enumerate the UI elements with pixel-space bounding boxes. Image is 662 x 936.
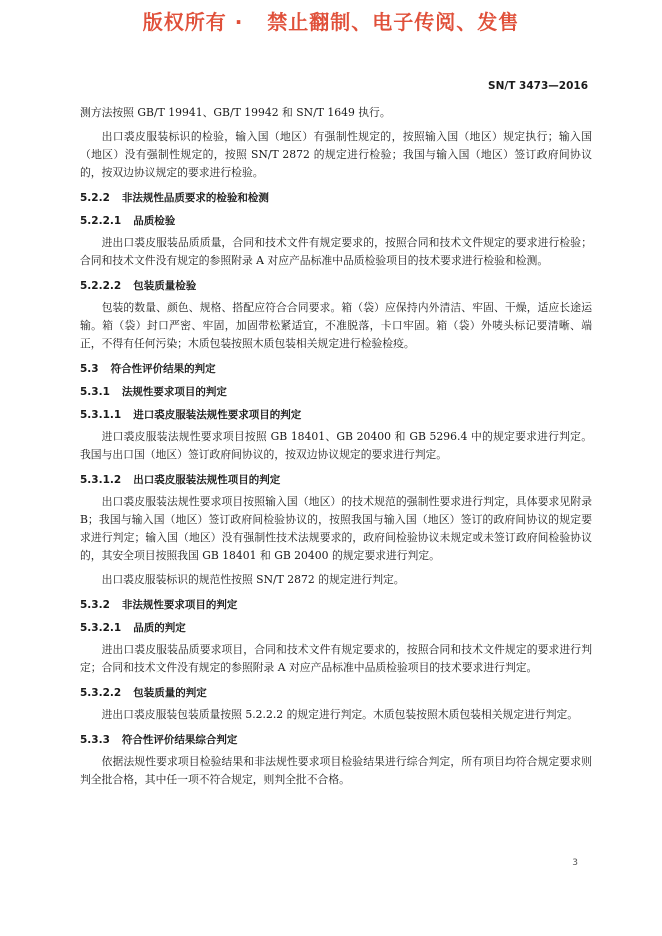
- body-paragraph: 出口裘皮服装标识的规范性按照 SN/T 2872 的规定进行判定。: [101, 573, 405, 586]
- section-title: 进口裘皮服装法规性要求项目的判定: [133, 409, 302, 421]
- body-paragraph: 进出口裘皮服装品质要求项目，合同和技术文件有规定要求的，按照合同和技术文件规定的要求进行判定；合同和技术文件没有规定的参照附录 A 对应产品标准中品质检验项目的技术要求进行判定。: [80, 643, 592, 674]
- section-title: 非法规性品质要求的检验和检测: [121, 192, 269, 204]
- section-number: 5.2.2.2: [80, 280, 122, 292]
- section-title: 符合性评价结果综合判定: [121, 734, 238, 746]
- section-heading: [80, 598, 592, 612]
- page-number: 3: [572, 858, 578, 868]
- body-paragraph: 进口裘皮服装法规性要求项目按照 GB 18401、GB 20400 和 GB 5296.4 中的规定要求进行判定。我国与出口国（地区）签订政府间协议的，按双边协议规定的要求进行判定。: [80, 430, 592, 461]
- section-heading: [80, 385, 592, 399]
- body-paragraph: 进出口裘皮服装品质质量，合同和技术文件有规定要求的，按照合同和技术文件规定的要求进行检验；合同和技术文件没有规定的参照附录 A 对应产品标准中品质检验项目的技术要求进行检验和检测。: [80, 236, 592, 267]
- section-heading: [80, 733, 592, 747]
- standard-code: SN/T 3473—2016: [488, 80, 588, 92]
- section-heading: [80, 621, 592, 635]
- section-number: 5.3.2.1: [80, 622, 122, 634]
- section-title: 符合性评价结果的判定: [110, 363, 216, 375]
- section-title: 包装质量的判定: [133, 687, 207, 699]
- body-paragraph: 测方法按照 GB/T 19941、GB/T 19942 和 SN/T 1649 执行。: [80, 106, 391, 119]
- section-title: 法规性要求项目的判定: [121, 386, 227, 398]
- body-paragraph: 包装的数量、颜色、规格、搭配应符合合同要求。箱（袋）应保持内外清洁、牢固、干燥，适应长途运输。箱（袋）封口严密、牢固，加固带松紧适宜，不准脱落，卡口牢固。箱（袋）外唛头标记要清晰、端正，不得有任何污染；木质包装按照木质包装相关规定进行检验检疫。: [80, 301, 592, 350]
- section-heading: [80, 362, 592, 376]
- body-paragraph: 出口裘皮服装标识的检验，输入国（地区）有强制性规定的，按照输入国（地区）规定执行；输入国（地区）没有强制性规定的，按照 SN/T 2872 的规定进行检验；我国与输入国（地区）签订政府间协议的，按双边协议规定的要求进行检验。: [80, 130, 592, 179]
- section-title: 品质的判定: [133, 622, 186, 634]
- section-number: 5.3.1: [80, 386, 110, 398]
- section-title: 品质检验: [133, 215, 176, 227]
- body-paragraph: 出口裘皮服装法规性要求项目按照输入国（地区）的技术规范的强制性要求进行判定，具体要求见附录 B；我国与输入国（地区）签订政府间检验协议的，按照我国与输入国（地区）签订的政府间协议的规定要求进行判定；输入国（地区）没有强制性技术法规要求的，政府间检验协议未规定或未签订政府间检验协议的，其安全项目按照我国 GB 18401 和 GB 20400 的规定要求进行判定。: [80, 495, 592, 562]
- section-number: 5.3.3: [80, 734, 110, 746]
- section-heading: [80, 686, 592, 700]
- section-number: 5.2.2: [80, 192, 110, 204]
- copyright-watermark: 版权所有 · 禁止翻制、电子传阅、发售: [142, 10, 520, 34]
- section-number: 5.3.1.1: [80, 409, 122, 421]
- body-paragraph: 进出口裘皮服装包装质量按照 5.2.2.2 的规定进行判定。木质包装按照木质包装相关规定进行判定。: [101, 708, 579, 721]
- section-number: 5.3.2.2: [80, 687, 122, 699]
- section-title: 出口裘皮服装法规性项目的判定: [133, 474, 281, 486]
- section-heading: [80, 408, 592, 422]
- section-number: 5.3.2: [80, 599, 110, 611]
- section-heading: [80, 191, 592, 205]
- section-heading: [80, 473, 592, 487]
- document-body: [80, 104, 592, 795]
- body-paragraph: 依据法规性要求项目检验结果和非法规性要求项目检验结果进行综合判定，所有项目均符合规定要求则判全批合格，其中任一项不符合规定，则判全批不合格。: [80, 755, 592, 786]
- section-number: 5.3.1.2: [80, 474, 122, 486]
- section-heading: [80, 279, 592, 293]
- section-number: 5.2.2.1: [80, 215, 122, 227]
- section-title: 非法规性要求项目的判定: [121, 599, 238, 611]
- section-title: 包装质量检验: [133, 280, 197, 292]
- section-heading: [80, 214, 592, 228]
- section-number: 5.3: [80, 363, 99, 375]
